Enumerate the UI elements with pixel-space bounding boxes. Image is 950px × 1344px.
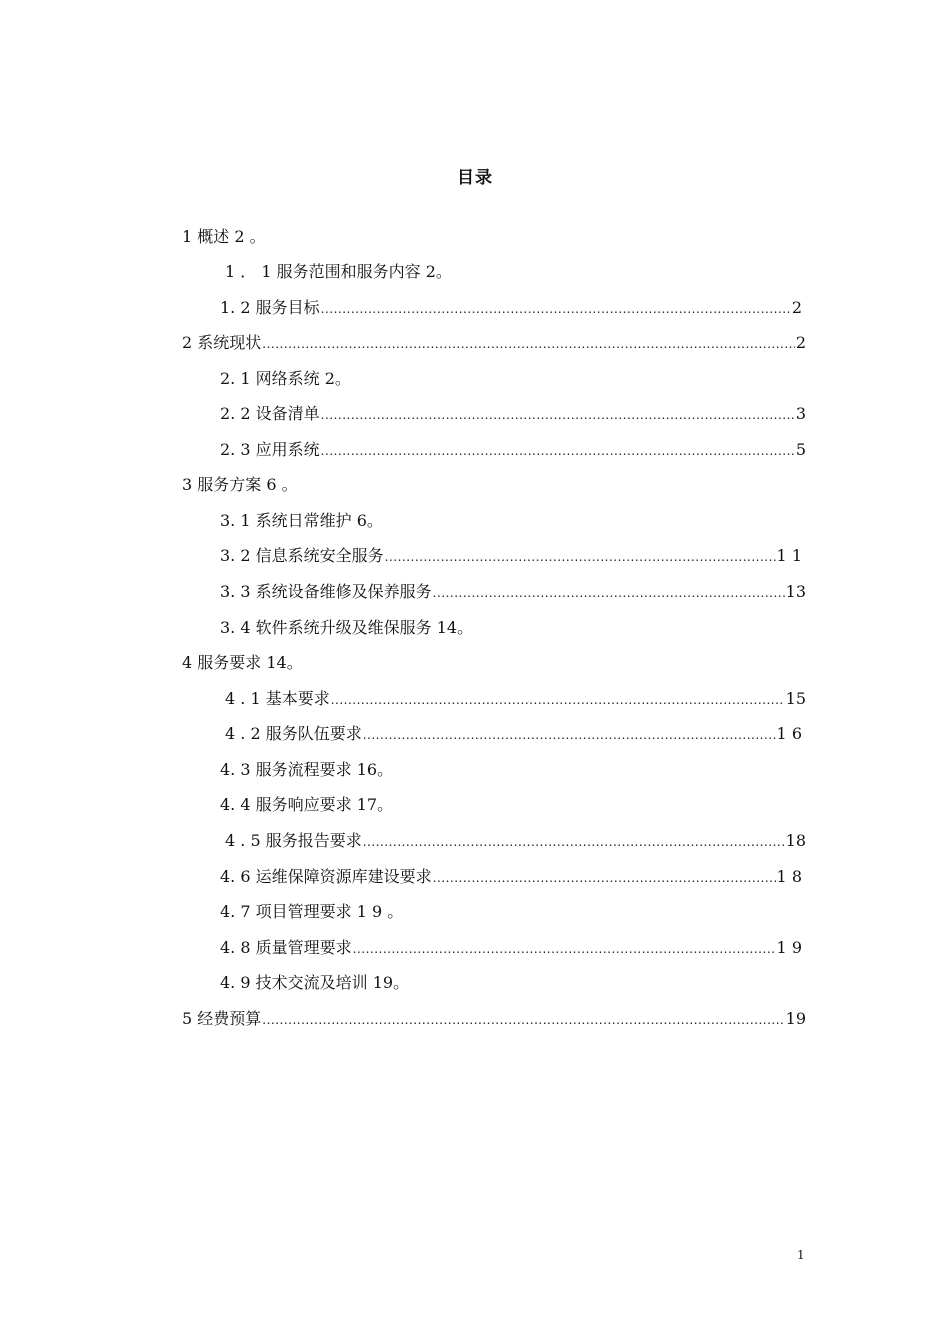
dot-leader bbox=[363, 722, 776, 748]
toc-entry-4-9[interactable] bbox=[220, 970, 409, 996]
toc-entry-label: 4 服务要求 14。 bbox=[182, 653, 303, 672]
toc-entry-page: 13 bbox=[785, 582, 806, 601]
toc-entry-4[interactable] bbox=[182, 650, 303, 676]
toc-entry-label: 4 . 2 服务队伍要求 bbox=[225, 724, 362, 743]
dot-leader bbox=[262, 1007, 784, 1033]
toc-entry-3[interactable] bbox=[182, 472, 298, 498]
toc-entry-label: 4 . 5 服务报告要求 bbox=[225, 831, 362, 850]
toc-entry-2-2[interactable] bbox=[220, 401, 806, 427]
toc-entry-label: 3. 1 系统日常维护 6。 bbox=[220, 511, 383, 530]
toc-entry-label: 3. 3 系统设备维修及保养服务 bbox=[220, 582, 432, 601]
toc-entry-4-6[interactable] bbox=[220, 864, 802, 890]
dot-leader bbox=[363, 829, 785, 855]
toc-entry-page: 15 bbox=[785, 689, 806, 708]
dot-leader bbox=[353, 936, 776, 962]
toc-entry-label: 3. 2 信息系统安全服务 bbox=[220, 546, 384, 565]
toc-entry-label: 4. 8 质量管理要求 bbox=[220, 938, 352, 957]
toc-entry-4-1[interactable] bbox=[225, 686, 806, 712]
dot-leader bbox=[385, 544, 776, 570]
toc-title: 目录 bbox=[457, 168, 493, 188]
dot-leader bbox=[433, 865, 776, 891]
toc-entry-label: 5 经费预算 bbox=[182, 1009, 262, 1028]
toc-entry-page: 2 bbox=[795, 333, 806, 352]
toc-entry-page: 1 8 bbox=[776, 867, 802, 886]
toc-entry-label: 4. 7 项目管理要求 1 9 。 bbox=[220, 902, 404, 921]
toc-entry-page: 1 6 bbox=[776, 724, 802, 743]
toc-entry-page: 1 1 bbox=[776, 546, 802, 565]
toc-entry-label: 4. 9 技术交流及培训 19。 bbox=[220, 973, 410, 992]
toc-entry-label: 1 概述 2 。 bbox=[182, 227, 266, 246]
toc-entry-label: 3 服务方案 6 。 bbox=[182, 475, 298, 494]
toc-entry-1[interactable] bbox=[182, 224, 266, 250]
toc-entry-3-1[interactable] bbox=[220, 508, 383, 534]
toc-entry-label: 1 ． 1 服务范围和服务内容 2。 bbox=[225, 262, 452, 281]
dot-leader bbox=[331, 687, 785, 713]
dot-leader bbox=[433, 580, 785, 606]
dot-leader bbox=[321, 438, 795, 464]
toc-entry-page: 2 bbox=[791, 298, 802, 317]
toc-entry-2-1[interactable] bbox=[220, 366, 351, 392]
toc-entry-label: 2. 2 设备清单 bbox=[220, 404, 320, 423]
toc-entry-2-3[interactable] bbox=[220, 437, 806, 463]
toc-entry-page: 5 bbox=[795, 440, 806, 459]
toc-entry-page: 1 9 bbox=[776, 938, 802, 957]
toc-entry-4-5[interactable] bbox=[225, 828, 806, 854]
toc-entry-4-2[interactable] bbox=[225, 721, 802, 747]
toc-entry-label: 4. 3 服务流程要求 16。 bbox=[220, 760, 394, 779]
toc-entry-4-8[interactable] bbox=[220, 935, 802, 961]
dot-leader bbox=[321, 296, 791, 322]
toc-entry-3-2[interactable] bbox=[220, 543, 802, 569]
toc-entry-1-2[interactable] bbox=[220, 295, 802, 321]
toc-entry-page: 3 bbox=[795, 404, 806, 423]
toc-entry-label: 4 . 1 基本要求 bbox=[225, 689, 330, 708]
toc-entry-4-3[interactable] bbox=[220, 757, 393, 783]
toc-entry-2[interactable] bbox=[182, 330, 806, 356]
toc-entry-4-4[interactable] bbox=[220, 792, 393, 818]
toc-entry-label: 2. 3 应用系统 bbox=[220, 440, 320, 459]
toc-entry-3-4[interactable] bbox=[220, 615, 473, 641]
toc-entry-label: 4. 4 服务响应要求 17。 bbox=[220, 795, 394, 814]
toc-entry-3-3[interactable] bbox=[220, 579, 806, 605]
toc-entry-5[interactable] bbox=[182, 1006, 806, 1032]
toc-entry-page: 19 bbox=[785, 1009, 806, 1028]
toc-entry-page: 18 bbox=[785, 831, 806, 850]
toc-entry-label: 1. 2 服务目标 bbox=[220, 298, 320, 317]
dot-leader bbox=[321, 402, 795, 428]
page-number: 1 bbox=[797, 1248, 805, 1262]
toc-entry-label: 3. 4 软件系统升级及维保服务 14。 bbox=[220, 618, 474, 637]
toc-entry-label: 2 系统现状 bbox=[182, 333, 262, 352]
toc-entry-4-7[interactable] bbox=[220, 899, 403, 925]
toc-entry-1-1[interactable] bbox=[225, 259, 452, 285]
dot-leader bbox=[262, 331, 795, 357]
toc-entry-label: 2. 1 网络系统 2。 bbox=[220, 369, 351, 388]
toc-entry-label: 4. 6 运维保障资源库建设要求 bbox=[220, 867, 432, 886]
